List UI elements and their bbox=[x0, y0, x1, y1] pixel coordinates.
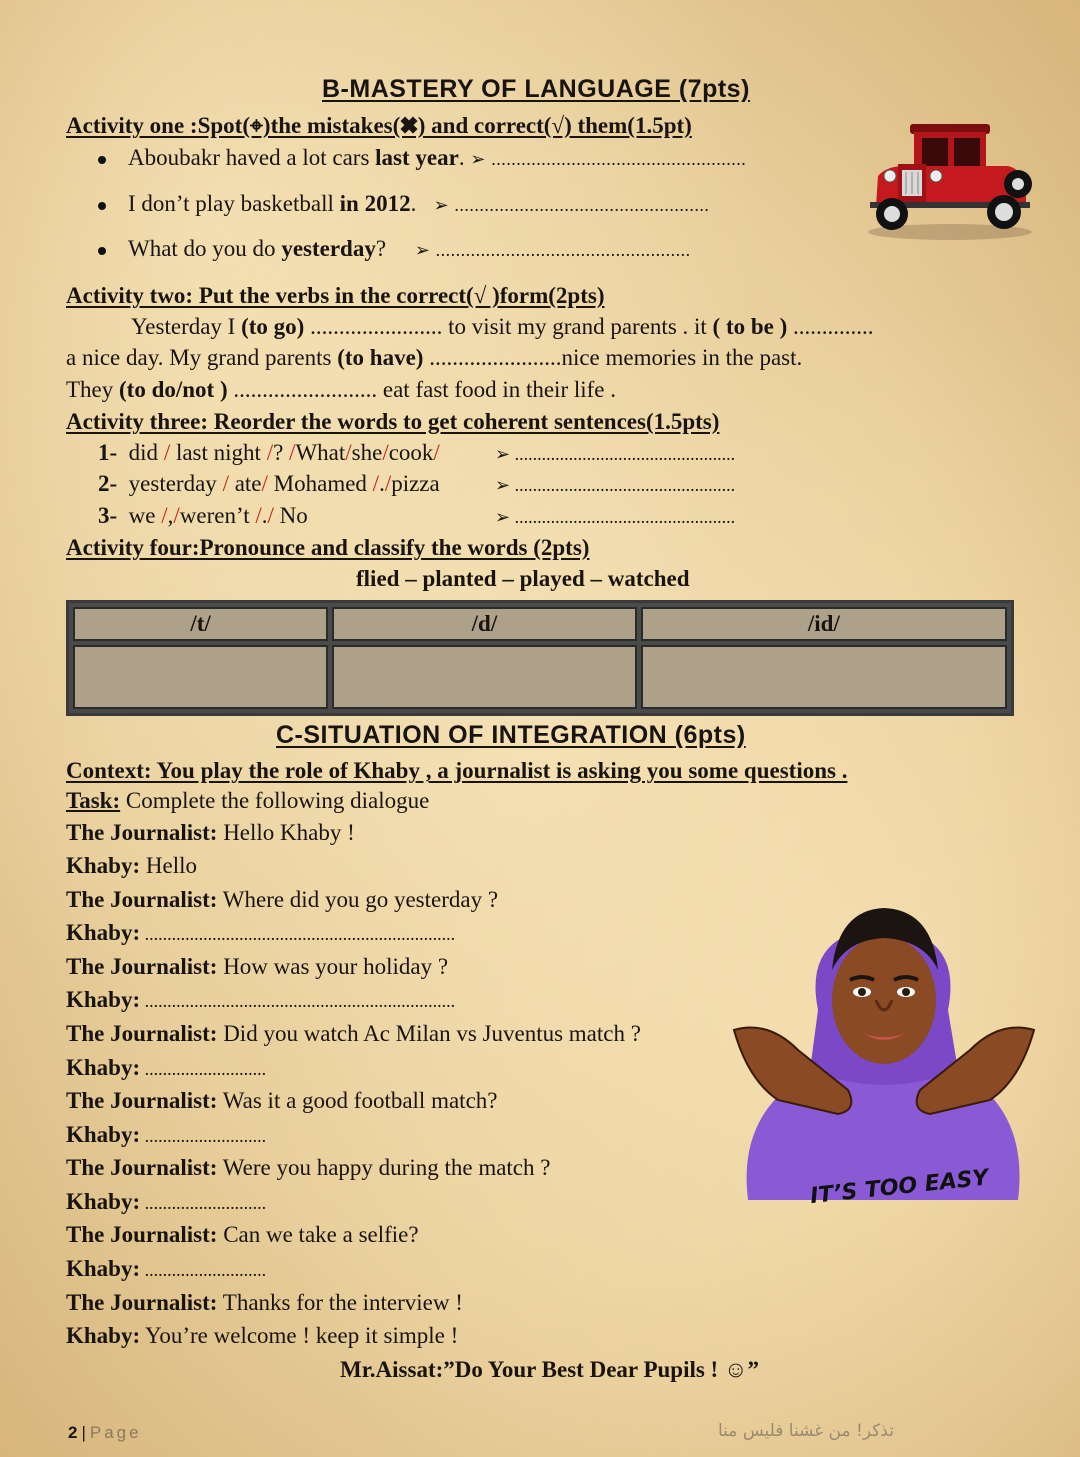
bullet-icon bbox=[98, 247, 106, 255]
arrow-icon: ➢ bbox=[495, 507, 511, 527]
answer-blank[interactable]: ....................... to visit my grand parents . it bbox=[304, 314, 713, 339]
reorder-answer[interactable]: ➢ ................................................. bbox=[495, 444, 736, 464]
answer-cell[interactable] bbox=[641, 645, 1007, 709]
answer-blank[interactable]: ......................... eat fast food in their life . bbox=[227, 377, 617, 402]
arrow-icon: ➢ bbox=[433, 195, 449, 215]
arrow-icon: ➢ bbox=[470, 149, 486, 169]
page-label: Page bbox=[89, 1423, 142, 1442]
vintage-car-image bbox=[858, 114, 1036, 242]
dialogue-answer[interactable]: Khaby: ..................................................................... bbox=[66, 920, 456, 945]
dialogue-line: The Journalist: Where did you go yesterday ? bbox=[66, 887, 499, 912]
dialogue-answer[interactable]: Khaby: ........................... bbox=[66, 1055, 267, 1080]
reorder-answer[interactable]: ➢ ................................................. bbox=[495, 507, 736, 527]
activity-one-item: I don’t play basketball in 2012. ➢ ................................................... bbox=[98, 191, 709, 217]
bullet-icon bbox=[98, 202, 106, 210]
arrow-icon: ➢ bbox=[414, 240, 430, 260]
section-c-title: C-SITUATION OF INTEGRATION (6pts) bbox=[276, 721, 746, 749]
context-text: Context: You play the role of Khaby , a journalist is asking you some questions . bbox=[66, 758, 848, 783]
answer-blank[interactable]: ................................................... bbox=[491, 149, 747, 169]
dialogue-answer[interactable]: Khaby: ........................... bbox=[66, 1122, 267, 1147]
page-footer bbox=[68, 1423, 142, 1443]
answer-blank[interactable]: .............. bbox=[787, 314, 874, 339]
dialogue-line: The Journalist: Were you happy during the match ? bbox=[66, 1155, 551, 1180]
section-b-title: B-MASTERY OF LANGUAGE (7pts) bbox=[322, 75, 750, 103]
dialogue-answer[interactable]: Khaby: ..................................................................... bbox=[66, 987, 456, 1012]
activity-four-title: Activity four:Pronounce and classify the words (2pts) bbox=[66, 535, 590, 560]
activity-one-item: Aboubakr haved a lot cars last year. ➢ ................................................... bbox=[98, 145, 746, 171]
activity-two-title: Activity two: Put the verbs in the correct(√ )form(2pts) bbox=[66, 283, 605, 308]
answer-blank[interactable]: .......................nice memories in the past. bbox=[423, 345, 803, 370]
reorder-item: 3- we /,/weren’t /./ No bbox=[98, 503, 308, 528]
task-line: Task: Complete the following dialogue bbox=[66, 788, 430, 813]
page-number: 2 bbox=[68, 1423, 78, 1442]
dialogue-line: The Journalist: Hello Khaby ! bbox=[66, 820, 355, 845]
answer-cell[interactable] bbox=[73, 645, 328, 709]
reorder-item: 2- yesterday / ate/ Mohamed /./pizza bbox=[98, 471, 440, 496]
footer-separator: | bbox=[81, 1423, 86, 1442]
phonetics-table bbox=[66, 600, 1014, 716]
activity-one-title: Activity one :Spot(⌖)the mistakes(✖) and correct(√) them(1.5pt) bbox=[66, 113, 692, 138]
reorder-item: 1- did / last night /? /What/she/cook/ bbox=[98, 440, 440, 465]
bullet-icon bbox=[98, 156, 106, 164]
teacher-signature: Mr.Aissat:”Do Your Best Dear Pupils ! ☺” bbox=[340, 1357, 759, 1382]
word-list: flied – planted – played – watched bbox=[356, 566, 690, 591]
answer-cell[interactable] bbox=[332, 645, 637, 709]
dialogue-line: The Journalist: Did you watch Ac Milan vs Juventus match ? bbox=[66, 1021, 641, 1046]
footer-arabic-quote: تذكر! من غشنا فليس منا bbox=[718, 1421, 894, 1441]
column-header-id: /id/ bbox=[641, 607, 1007, 641]
answer-blank[interactable]: ................................................... bbox=[435, 240, 691, 260]
dialogue-answer[interactable]: Khaby: ........................... bbox=[66, 1256, 267, 1281]
column-header-d: /d/ bbox=[332, 607, 637, 641]
dialogue-line: Khaby: You’re welcome ! keep it simple ! bbox=[66, 1323, 459, 1348]
arrow-icon: ➢ bbox=[495, 475, 511, 495]
dialogue-line: The Journalist: How was your holiday ? bbox=[66, 954, 449, 979]
khaby-illustration bbox=[728, 900, 1040, 1220]
khaby-caption: IT’S TOO EASY bbox=[809, 1165, 990, 1210]
reorder-answer[interactable]: ➢ ................................................. bbox=[495, 475, 736, 495]
dialogue-line: Khaby: Hello bbox=[66, 853, 197, 878]
activity-two-line-1: Yesterday I (to go) ....................... to visit my grand parents . it ( to be ) .............. bbox=[131, 314, 874, 339]
answer-blank[interactable]: ................................................... bbox=[454, 195, 710, 215]
dialogue-line: The Journalist: Was it a good football match? bbox=[66, 1088, 498, 1113]
column-header-t: /t/ bbox=[73, 607, 328, 641]
dialogue-line: The Journalist: Can we take a selfie? bbox=[66, 1222, 419, 1247]
activity-three-title: Activity three: Reorder the words to get coherent sentences(1.5pts) bbox=[66, 409, 720, 434]
activity-one-item: What do you do yesterday? ➢ ................................................... bbox=[98, 236, 691, 262]
dialogue-answer[interactable]: Khaby: ........................... bbox=[66, 1189, 267, 1214]
arrow-icon: ➢ bbox=[495, 444, 511, 464]
dialogue-line: The Journalist: Thanks for the interview ! bbox=[66, 1290, 463, 1315]
activity-two-line-3: They (to do/not ) ......................... eat fast food in their life . bbox=[66, 377, 617, 402]
activity-two-line-2: a nice day. My grand parents (to have) .......................nice memories in the past. bbox=[66, 345, 803, 370]
